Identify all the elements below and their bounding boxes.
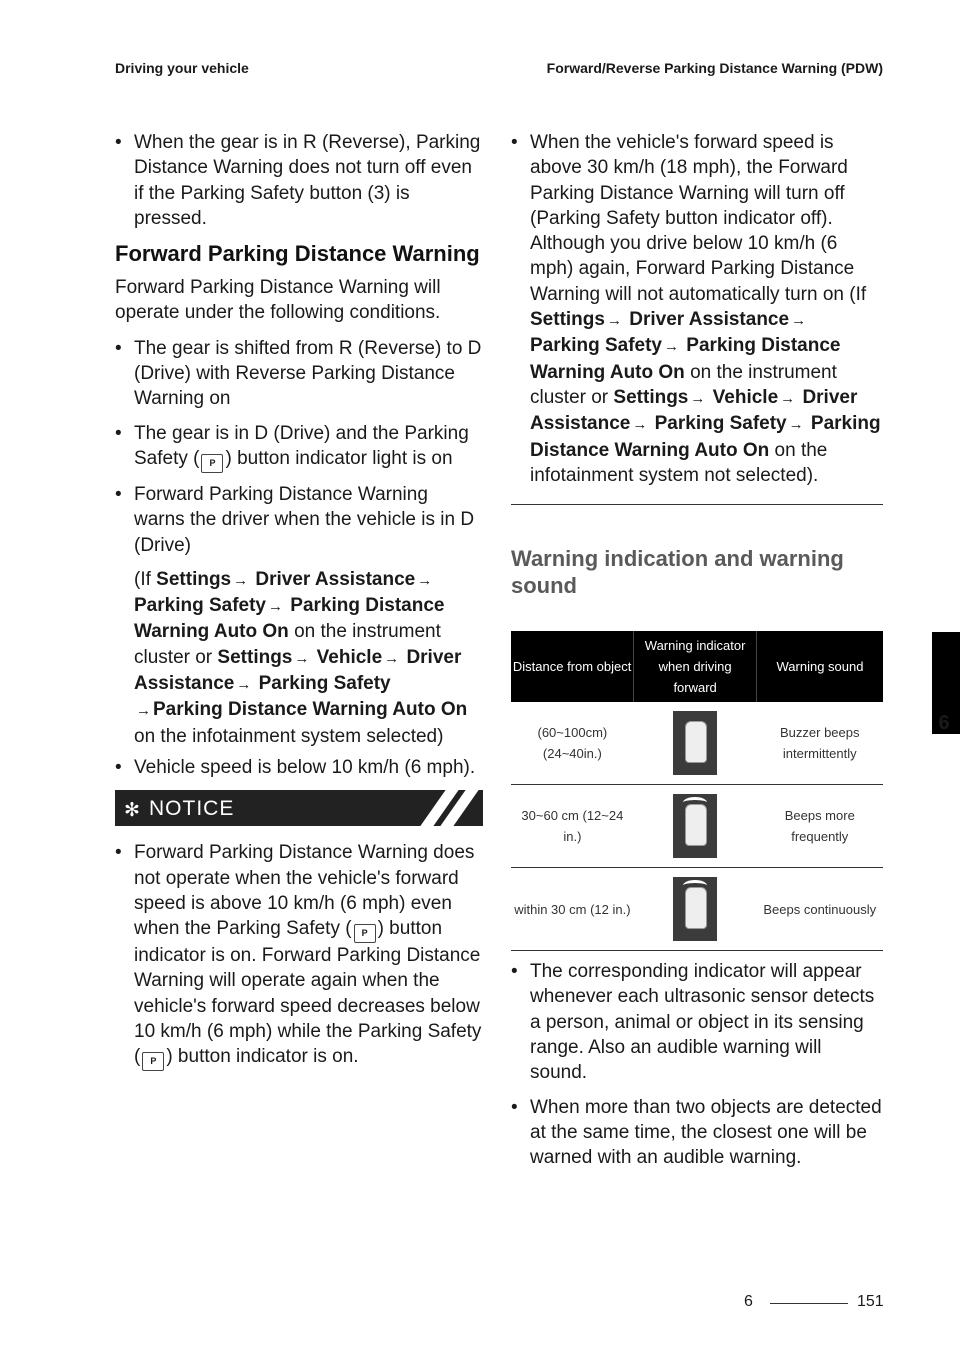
text: on the instrument cluster or bbox=[134, 621, 441, 668]
arrow-right-icon: → bbox=[788, 416, 804, 434]
text: (If bbox=[134, 568, 151, 590]
menu-settings: Settings bbox=[613, 386, 689, 408]
menu-settings: Settings bbox=[156, 568, 232, 590]
text: ) button indicator light is on bbox=[225, 447, 453, 469]
section-title: Warning indication and warning sound bbox=[511, 546, 844, 599]
menu-pdw-auto-on: Parking Distance Warning Auto On bbox=[153, 699, 468, 721]
arrow-right-icon: → bbox=[664, 338, 679, 356]
page-number: 151 bbox=[857, 1293, 884, 1310]
table-cell: Buzzer beeps intermittently bbox=[757, 702, 884, 785]
menu-driver-assistance: Driver Assistance bbox=[134, 646, 462, 695]
notice-title: NOTICE bbox=[149, 797, 235, 821]
parking-safety-icon: P bbox=[201, 454, 223, 473]
menu-parking-safety: Parking Safety bbox=[654, 413, 787, 435]
table-row bbox=[511, 868, 883, 951]
running-header-left: Driving your vehicle bbox=[115, 60, 249, 76]
text: The gear is in D (Drive) and the Parking Safety ( bbox=[134, 422, 469, 469]
menu-settings: Settings bbox=[530, 309, 605, 331]
list-item: • When the gear is in R (Reverse), Parking Distance Warning does not turn off even if the Parking Safety button (3) is pressed. bbox=[115, 130, 483, 231]
menu-parking-safety: Parking Safety bbox=[258, 673, 391, 695]
menu-settings: Settings bbox=[217, 646, 293, 668]
table-row bbox=[511, 785, 883, 868]
car-sensor-icon bbox=[673, 877, 717, 941]
arrow-right-icon: → bbox=[690, 389, 706, 407]
menu-driver-assistance: Driver Assistance bbox=[255, 568, 416, 590]
left-column bbox=[115, 130, 483, 1080]
text: on the infotainment system selected) bbox=[134, 725, 444, 747]
text: on the infotainment system not selected). bbox=[530, 439, 828, 486]
arrow-right-icon: → bbox=[780, 389, 796, 407]
list-item: • The gear is shifted from R (Reverse) to D (Drive) with Reverse Parking Distance Warning on bbox=[115, 336, 483, 412]
arrow-right-icon: → bbox=[268, 598, 283, 616]
table-cell: 30~60 cm (12~24 in.) bbox=[511, 785, 634, 868]
notice-star-icon: ✻ bbox=[124, 800, 140, 822]
section-intro: Forward Parking Distance Warning will operate under the following conditions. bbox=[115, 277, 441, 324]
list-item bbox=[115, 840, 483, 1071]
arrow-right-icon: → bbox=[294, 649, 310, 667]
notice-banner bbox=[115, 790, 483, 826]
car-sensor-icon bbox=[673, 794, 717, 858]
menu-pdw-auto-on: Parking Distance Warning Auto On bbox=[530, 413, 881, 461]
arrow-right-icon: → bbox=[136, 702, 151, 720]
menu-vehicle: Vehicle bbox=[316, 646, 383, 668]
table-cell: (60~100cm) (24~40in.) bbox=[511, 702, 634, 785]
parking-safety-icon: P bbox=[142, 1052, 164, 1071]
menu-parking-safety: Parking Safety bbox=[530, 335, 662, 357]
table-header: Warning indicator when driving forward bbox=[634, 631, 757, 702]
menu-pdw-auto-on: Parking Distance Warning Auto On bbox=[134, 595, 445, 643]
arrow-right-icon: → bbox=[236, 676, 252, 694]
arrow-right-icon: → bbox=[632, 416, 648, 434]
arrow-right-icon: → bbox=[233, 571, 249, 589]
menu-path-paragraph bbox=[115, 567, 483, 749]
arrow-right-icon: → bbox=[606, 312, 622, 330]
chapter-tab-number: 6 bbox=[938, 712, 950, 734]
table-header: Warning sound bbox=[757, 631, 884, 702]
table-cell bbox=[634, 702, 757, 785]
text: When the vehicle's forward speed is above 30 km/h (18 mph), the Forward Parking Distance Warning will turn off (Parking Safety button indicator off). Although you drive below 10 km/h (6 mph) again, Forward Parking Distance Warning will not automatically turn on (If bbox=[530, 132, 867, 305]
table-cell: Beeps more frequently bbox=[757, 785, 884, 868]
list-item: • The corresponding indicator will appear whenever each ultrasonic sensor detects a person, animal or object in its sensing range. Also an audible warning will sound. bbox=[511, 959, 883, 1085]
menu-pdw-auto-on: Parking Distance Warning Auto On bbox=[530, 335, 841, 383]
footer-chapter: 6 bbox=[744, 1293, 753, 1310]
warning-table bbox=[511, 631, 883, 951]
section-title: Forward Parking Distance Warning bbox=[115, 241, 480, 267]
table-cell: Beeps continuously bbox=[757, 868, 884, 951]
menu-driver-assistance: Driver Assistance bbox=[629, 309, 790, 331]
menu-vehicle: Vehicle bbox=[712, 386, 779, 408]
menu-driver-assistance: Driver Assistance bbox=[530, 386, 858, 435]
text: ) button indicator is on. Forward Parking Distance Warning will operate again when the vehicle's forward speed decreases below 10 km/h (6 mph) while the Parking Safety ( bbox=[134, 918, 482, 1068]
footer-rule bbox=[770, 1303, 848, 1304]
arrow-right-icon: → bbox=[417, 571, 433, 589]
list-item: • Vehicle speed is below 10 km/h (6 mph). bbox=[115, 755, 483, 780]
text: on the instrument cluster or bbox=[530, 361, 837, 408]
parking-safety-icon: P bbox=[354, 924, 376, 943]
running-header-right: Forward/Reverse Parking Distance Warning (PDW) bbox=[546, 60, 883, 76]
table-cell bbox=[634, 785, 757, 868]
list-item bbox=[511, 130, 883, 488]
text: Forward Parking Distance Warning does not operate when the vehicle's forward speed is above 10 km/h (6 mph) even when the Parking Safety ( bbox=[134, 842, 475, 940]
divider bbox=[511, 504, 883, 505]
table-cell: within 30 cm (12 in.) bbox=[511, 868, 634, 951]
list-item bbox=[115, 421, 483, 473]
menu-parking-safety: Parking Safety bbox=[134, 595, 266, 617]
car-sensor-icon bbox=[673, 711, 717, 775]
arrow-right-icon: → bbox=[384, 649, 400, 667]
list-item: • Forward Parking Distance Warning warns the driver when the vehicle is in D (Drive) bbox=[115, 482, 483, 558]
list-item: • When more than two objects are detected at the same time, the closest one will be warned with an audible warning. bbox=[511, 1095, 883, 1171]
right-column bbox=[511, 130, 883, 1180]
table-cell bbox=[634, 868, 757, 951]
arrow-right-icon: → bbox=[791, 312, 807, 330]
table-row bbox=[511, 702, 883, 785]
table-header: Distance from object bbox=[511, 631, 634, 702]
text: ) button indicator is on. bbox=[166, 1046, 359, 1068]
